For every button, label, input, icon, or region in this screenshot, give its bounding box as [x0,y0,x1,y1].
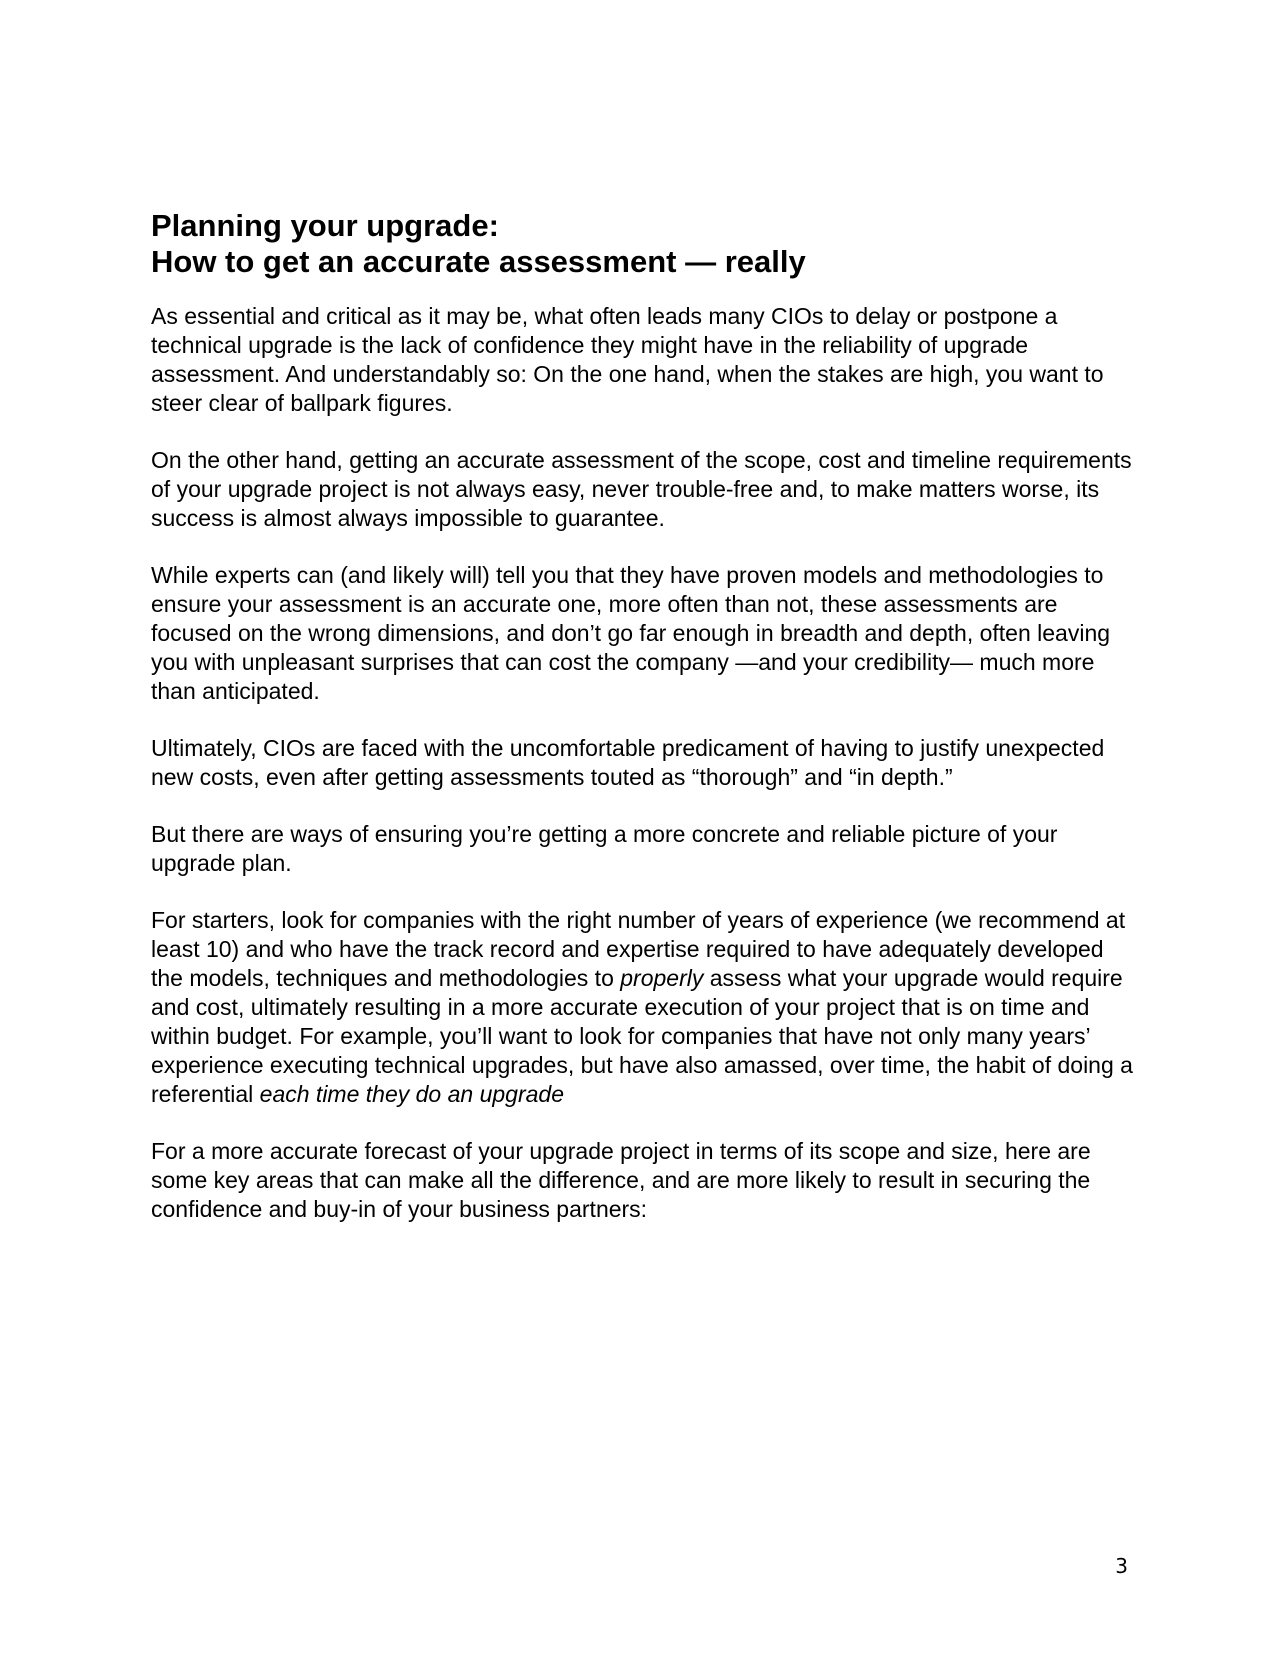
page-number: 3 [1115,1554,1128,1578]
title-line-1: Planning your upgrade: [151,208,499,243]
paragraph-4: Ultimately, CIOs are faced with the uncomfortable predicament of having to justify unexpected new costs, even after getting assessments touted as “thorough” and “in depth.” [151,735,1105,790]
paragraph-5: But there are ways of ensuring you’re getting a more concrete and reliable picture of your upgrade plan. [151,821,1058,876]
paragraph-2: On the other hand, getting an accurate assessment of the scope, cost and timeline requirements of your upgrade project is not always easy, never trouble-free and, to make matters worse, its success is almost always impossible to guarantee. [151,447,1132,531]
page-content [151,208,1141,1252]
paragraph-6-italic-1: properly [620,965,704,991]
paragraph-3: While experts can (and likely will) tell you that they have proven models and methodologies to ensure your assessment is an accurate one, more often than not, these assessments are focused on the wrong dimensions, and don’t go far enough in breadth and depth, often leaving you with unpleasant surprises that can cost the company —and your credibility— much more than anticipated. [151,562,1111,704]
paragraph-6-italic-2: each time they do an upgrade [259,1081,564,1107]
paragraph-6 [151,906,1141,1109]
paragraph-6-text-1: For starters, look for companies with the right number of years of experience (we recommend at least 10) and who have the track record and expertise required to have adequately developed the models, techniques and methodologies to [151,907,1126,991]
title-line-2: How to get an accurate assessment — really [151,244,806,279]
paragraph-6-text-2: assess what your upgrade would require and cost, ultimately resulting in a more accurate execution of your project that is on time and within budget. For example, you’ll want to look for companies that have not only many years’ experience executing technical upgrades, but have also amassed, over time, the habit of doing a referential [151,965,1133,1107]
paragraph-1: As essential and critical as it may be, what often leads many CIOs to delay or postpone a technical upgrade is the lack of confidence they might have in the reliability of upgrade assessment. And understandably so: On the one hand, when the stakes are high, you want to steer clear of ballpark figures. [151,303,1104,416]
paragraph-7: For a more accurate forecast of your upgrade project in terms of its scope and size, here are some key areas that can make all the difference, and are more likely to result in securing the confidence and buy-in of your business partners: [151,1138,1091,1222]
page-title [151,208,1141,280]
